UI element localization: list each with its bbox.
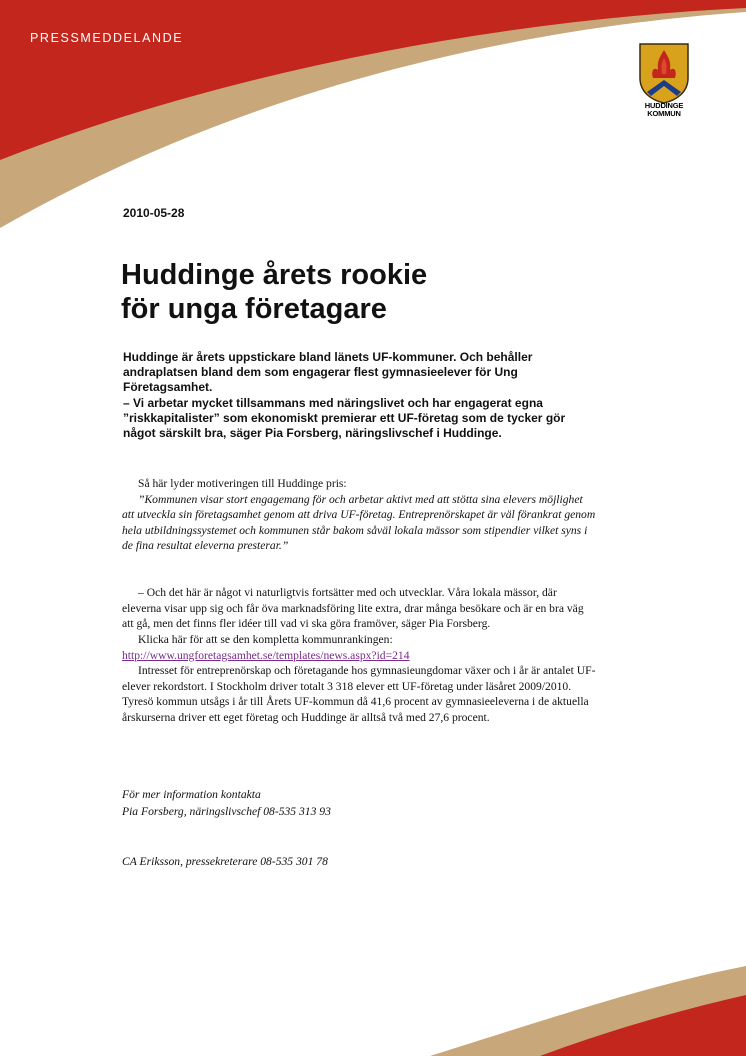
headline-line-1: Huddinge årets rookie [121,259,428,291]
lead-p1: Huddinge är årets uppstickare bland länets UF-kommuner. Och behåller andraplatsen bland dem som engagerar flest gymnasieelever för Ung Företagsamhet. [123,350,533,395]
body-intro: Så här lyder motiveringen till Huddinge pris: [138,477,347,490]
logo-line-2: KOMMUN [647,109,681,118]
headline [121,258,427,326]
lead-p2: – Vi arbetar mycket tillsammans med näringslivet och har engagerat egna ”riskkapitalister” som ekonomiskt premierar ett UF-företag som de tycker gör något särskilt bra, säger Pia Forsberg, näringslivschef i Huddinge. [123,395,566,441]
contact-block [122,786,331,820]
lead-paragraph [123,350,593,441]
ranking-link[interactable]: http://www.ungforetagsamhet.se/templates/news.aspx?id=214 [122,648,410,662]
body-quote: ”Kommunen visar stort engagemang för och arbetar aktivt med att stötta sina elevers möjlighet att utveckla sin företagsamhet genom att driva UF-företag. Entreprenörskapet är väl förankrat genom hela utbildningssystemet och kommunen står bakom såväl lokala mässor som stipendier vilket syns i de fina resultat eleverna presterar.” [122,492,596,553]
logo-line-1: HUDDINGE [644,101,684,110]
paragraph-gap [122,570,597,586]
contact-heading: För mer information kontakta [122,788,261,801]
paragraph-gap [122,554,597,570]
body-p2: Klicka här för att se den kompletta kommunrankingen: [138,632,393,646]
contact-person-1: Pia Forsberg, näringslivschef 08-535 313 93 [122,805,331,818]
body-text [122,476,597,726]
body-p1: – Och det här är något vi naturligtvis fortsätter med och utvecklar. Våra lokala mässor, där eleverna visar upp sig och får öva marknadsföring lite extra, drar många besökare och är en bra väg att gå, men det finns fler idéer till vad vi ska göra framöver, säger Pia Forsberg. [122,586,584,631]
release-date: 2010-05-28 [123,206,185,220]
body-p4: Tyresö kommun utsågs i år till Årets UF-kommun då 41,6 procent av gymnasieeleverna i de aktuella årskurserna driver ett eget företag och Huddinge är alltså två med 27,6 procent. [122,695,589,724]
headline-line-2: för unga företagare [121,293,387,325]
press-release-label: PRESSMEDDELANDE [30,31,184,45]
body-p3: Intresset för entreprenörskap och företagande hos gymnasieungdomar växer och i år är antalet UF-elever rekordstort. I Stockholm driver totalt 3 318 elever ett UF-företag under läsåret 2009/2010. [122,664,596,693]
coat-of-arms-icon [637,42,691,104]
body-link-line [122,648,597,664]
contact-person-2: CA Eriksson, pressekreterare 08-535 301 78 [122,855,328,868]
logo-text [630,102,698,118]
